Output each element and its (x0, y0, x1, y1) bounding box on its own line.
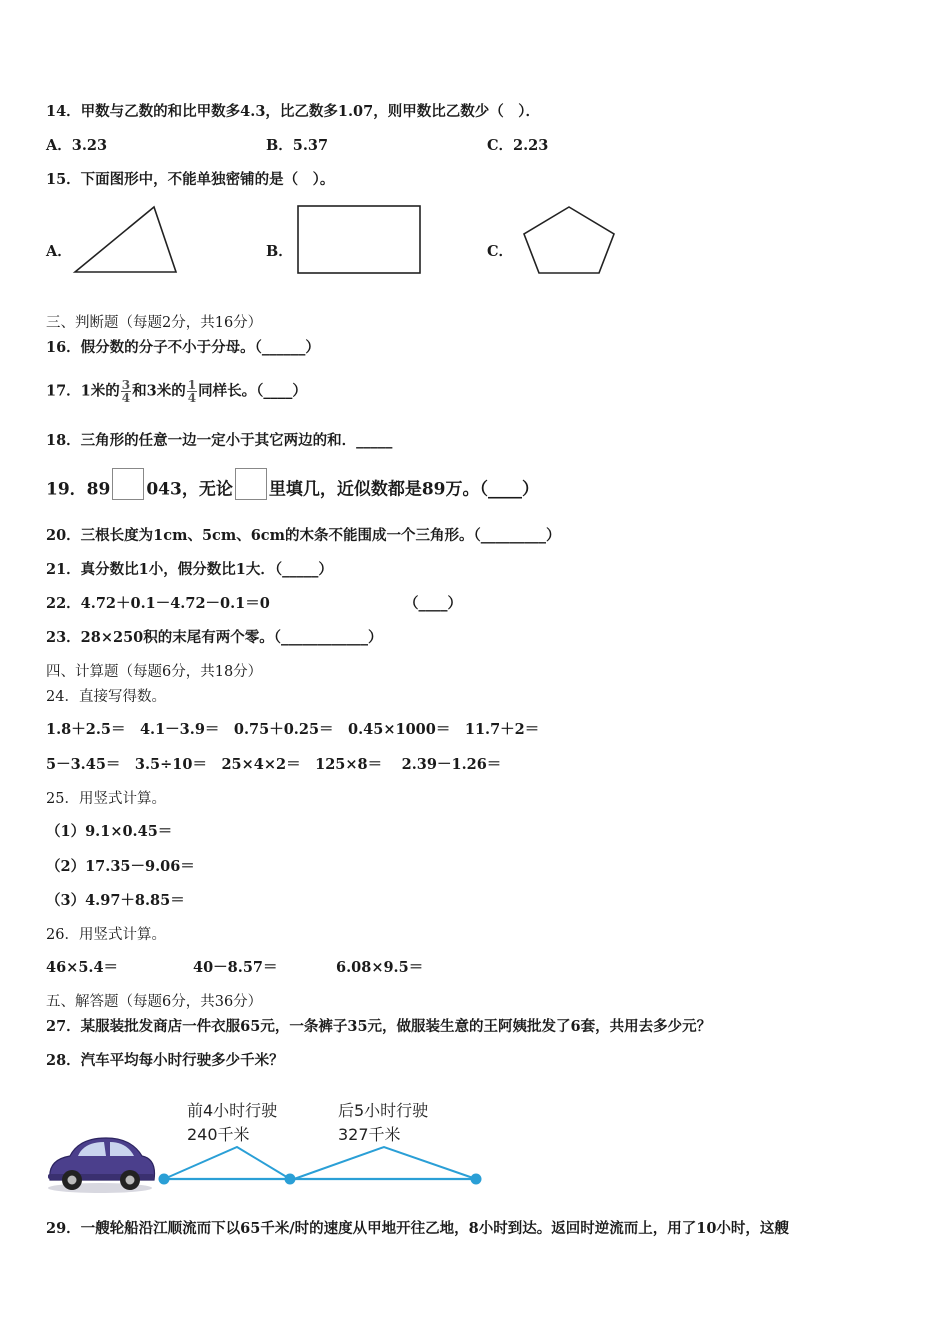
question-22: 22．4.72＋0.1－4.72－0.1＝0 (46, 595, 270, 612)
question-26-title: 26．用竖式计算。 (46, 927, 166, 943)
segment-1-bracket (164, 1147, 290, 1179)
q22-answer-blank: （____） (404, 595, 462, 612)
question-19 (46, 474, 539, 506)
segment-2-label-1: 后5小时行驶 (338, 1101, 429, 1120)
q26-item: 46×5.4＝ (46, 959, 119, 976)
rectangle-shape (296, 204, 424, 276)
question-17 (46, 379, 307, 404)
digit-box (235, 468, 267, 500)
q19-text-1: 19．89 (46, 479, 111, 500)
q14-option-b: B．5.37 (266, 137, 329, 154)
question-14: 14．甲数与乙数的和比甲数多4.3，比乙数多1.07，则甲数比乙数少（ ）． (46, 103, 540, 120)
segment-2-bracket (294, 1147, 476, 1179)
start-point (159, 1174, 170, 1185)
section-5-heading: 五、解答题（每题6分，共36分） (46, 994, 263, 1010)
question-15: 15．下面图形中，不能单独密铺的是（ ）。 (46, 171, 335, 188)
q25-item: （3）4.97＋8.85＝ (46, 892, 185, 909)
question-21: 21．真分数比1小，假分数比1大．（_____） (46, 561, 333, 578)
digit-box (112, 468, 144, 500)
fraction-numerator: 1 (187, 378, 197, 392)
pentagon-shape (520, 204, 618, 276)
q26-item: 6.08×9.5＝ (336, 959, 424, 976)
q15-label-a: A． (46, 243, 72, 260)
triangle-shape (72, 203, 182, 277)
end-point (471, 1174, 482, 1185)
q19-text-3: 里填几，近似数都是89万。（____） (268, 479, 539, 500)
q17-text-3: 同样长。（____） (198, 382, 307, 400)
segment-1-label-2: 240千米 (187, 1125, 250, 1144)
q26-item: 40－8.57＝ (193, 959, 278, 976)
section-3-heading: 三、判断题（每题2分，共16分） (46, 315, 263, 331)
fraction-numerator: 3 (121, 378, 131, 392)
fraction-3-4 (121, 379, 131, 404)
section-4-heading: 四、计算题（每题6分，共18分） (46, 664, 263, 680)
fraction-denominator: 4 (187, 391, 197, 405)
q14-option-c: C．2.23 (487, 137, 549, 154)
q17-text-2: 和3米的 (132, 382, 186, 400)
question-23: 23．28×250积的末尾有两个零。（____________） (46, 629, 383, 646)
car-trip-diagram (44, 1092, 494, 1202)
q25-item: （2）17.35－9.06＝ (46, 858, 195, 875)
q15-label-b: B． (266, 243, 293, 260)
q14-option-a: A．3.23 (46, 137, 108, 154)
mid-point (285, 1174, 296, 1185)
q24-row-1: 1.8＋2.5＝ 4.1－3.9＝ 0.75＋0.25＝ 0.45×1000＝ 11.7＋2＝ (46, 721, 540, 738)
question-29: 29．一艘轮船沿江顺流而下以65千米/时的速度从甲地开往乙地，8小时到达。返回时逆流而上，用了10小时，这艘 (46, 1220, 789, 1237)
car-icon (48, 1138, 155, 1193)
question-16: 16．假分数的分子不小于分母。（______） (46, 339, 320, 356)
q24-row-2: 5－3.45＝ 3.5÷10＝ 25×4×2＝ 125×8＝ 2.39－1.26＝ (46, 756, 502, 773)
question-18: 18．三角形的任意一边一定小于其它两边的和．_____ (46, 432, 393, 449)
question-27: 27．某服装批发商店一件衣服65元，一条裤子35元，做服装生意的王阿姨批发了6套，共用去多少元？ (46, 1018, 712, 1035)
segment-2-label-2: 327千米 (338, 1125, 401, 1144)
question-24-title: 24．直接写得数。 (46, 689, 166, 705)
q17-text-1: 17．1米的 (46, 382, 120, 400)
q19-text-2: 043，无论 (146, 479, 233, 500)
question-28: 28．汽车平均每小时行驶多少千米？ (46, 1052, 284, 1069)
fraction-1-4 (187, 379, 197, 404)
q15-label-c: C． (487, 243, 514, 260)
q25-item: （1）9.1×0.45＝ (46, 823, 173, 840)
segment-1-label-1: 前4小时行驶 (187, 1101, 278, 1120)
fraction-denominator: 4 (121, 391, 131, 405)
question-25-title: 25．用竖式计算。 (46, 791, 166, 807)
question-20: 20．三根长度为1cm、5cm、6cm的木条不能围成一个三角形。（_________） (46, 527, 561, 544)
